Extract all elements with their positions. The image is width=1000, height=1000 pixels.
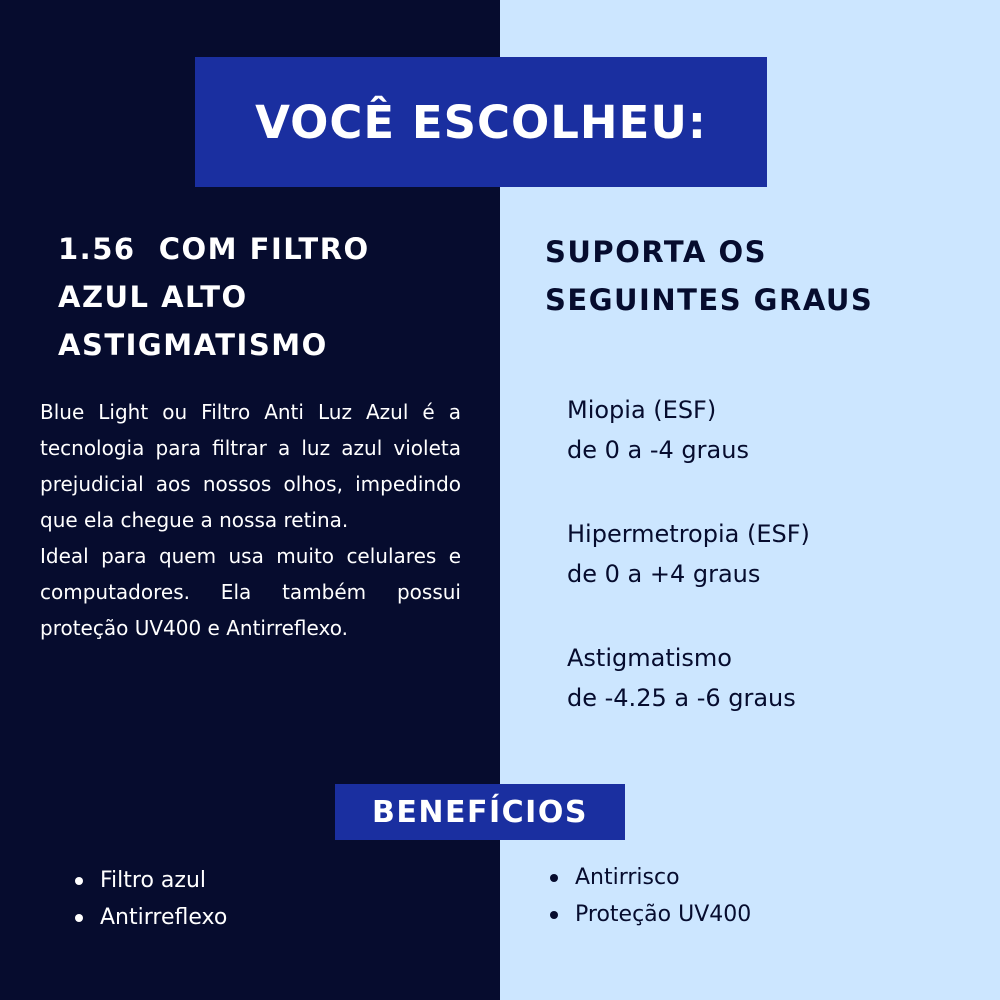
benefit-label: Proteção UV400 [575, 902, 752, 927]
list-item [75, 862, 227, 899]
bullet-icon [75, 877, 83, 885]
grade-range: de -4.25 a -6 graus [567, 684, 796, 712]
supported-grades [567, 390, 977, 762]
bullet-icon [550, 874, 558, 882]
support-title-line-2: SEGUINTES GRAUS [545, 283, 874, 317]
grade-name: Miopia (ESF) [567, 396, 717, 424]
grade-name: Hipermetropia (ESF) [567, 520, 810, 548]
benefits-list-right [550, 859, 751, 933]
header-banner [195, 57, 767, 187]
benefits-title: BENEFÍCIOS [372, 794, 588, 830]
list-item [75, 899, 227, 936]
product-title-line-1: 1.56 COM FILTRO [58, 232, 370, 266]
grade-name: Astigmatismo [567, 644, 732, 672]
support-title-line-1: SUPORTA OS [545, 235, 767, 269]
grade-myopia [567, 390, 977, 470]
list-item [550, 859, 751, 896]
grade-range: de 0 a -4 graus [567, 436, 749, 464]
bullet-icon [550, 911, 558, 919]
grade-range: de 0 a +4 graus [567, 560, 761, 588]
benefit-label: Antirreflexo [100, 905, 228, 930]
page-title: VOCÊ ESCOLHEU: [255, 95, 707, 149]
bullet-icon [75, 914, 83, 922]
description-paragraph-2: Ideal para quem usa muito celulares e computadores. Ela também possui proteção UV400 e Antirreflexo. [40, 544, 461, 640]
benefit-label: Antirrisco [575, 865, 680, 890]
benefits-banner [335, 784, 625, 840]
list-item [550, 896, 751, 933]
grade-astigmatism [567, 638, 977, 718]
support-title [545, 228, 985, 324]
product-title [58, 225, 478, 369]
benefit-label: Filtro azul [100, 868, 207, 893]
description-paragraph-1: Blue Light ou Filtro Anti Luz Azul é a tecnologia para filtrar a luz azul violeta prejudicial aos nossos olhos, impedindo que ela chegue a nossa retina. [40, 400, 461, 532]
product-title-line-2: AZUL ALTO [58, 280, 248, 314]
grade-hyperopia [567, 514, 977, 594]
product-title-line-3: ASTIGMATISMO [58, 328, 328, 362]
benefits-list-left [75, 862, 227, 936]
product-description [40, 394, 461, 646]
